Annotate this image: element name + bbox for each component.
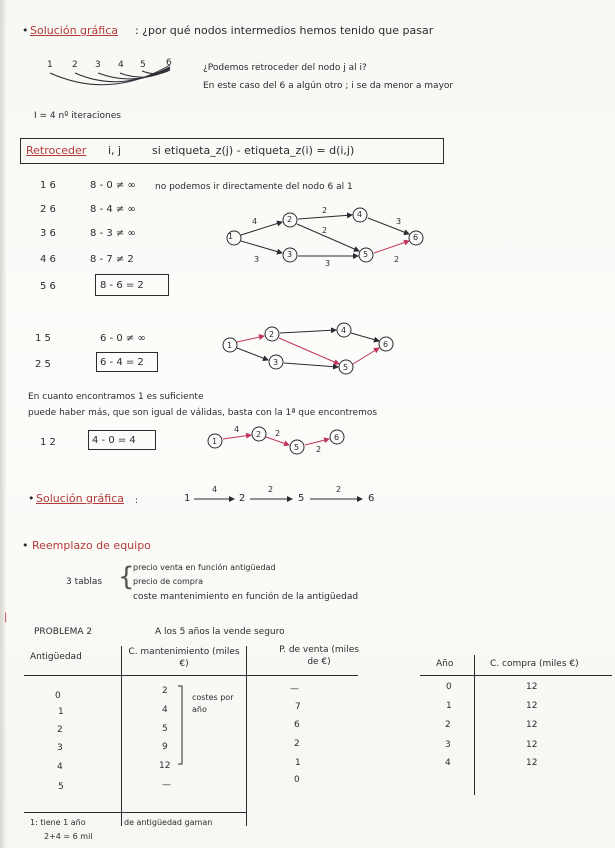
bullet: • <box>22 539 29 552</box>
check-pair: 2 6 <box>40 204 56 215</box>
graph1-weight: 3 <box>325 259 331 268</box>
table1-header: Antigüedad <box>30 652 82 662</box>
check-note: no podemos ir directamente del nodo 6 al 1 <box>155 182 353 192</box>
mantenimiento-cell: 2 <box>162 686 168 696</box>
table1-foot-left: 1: tiene 1 año <box>30 818 86 827</box>
check-expr-result: 4 - 0 = 4 <box>92 435 136 446</box>
antiguedad-cell: 2 <box>57 725 63 735</box>
ano-cell: 0 <box>446 682 452 692</box>
top-node: 2 <box>72 60 78 70</box>
note-1: En cuanto encontramos 1 es suficiente <box>28 392 204 402</box>
colon: : <box>135 496 139 506</box>
mantenimiento-cell: 12 <box>159 761 171 771</box>
retroceso-rule: si etiqueta_z(j) - etiqueta_z(i) = d(i,j) <box>152 144 355 157</box>
path-node: 6 <box>368 493 375 504</box>
table1-foot-right: de antigüedad gaman <box>124 818 213 827</box>
compra-cell: 12 <box>526 720 538 730</box>
check-pair: 1 5 <box>35 333 51 344</box>
reemplazo-item: coste mantenimiento en función de la antigüedad <box>133 592 359 602</box>
top-node: 6 <box>166 58 172 68</box>
path-weight: 2 <box>268 485 274 494</box>
brace: { <box>118 562 135 592</box>
graph1-weight: 4 <box>252 217 258 226</box>
question-2: En este caso del 6 a algún otro ; i se da menor a mayor <box>203 81 454 91</box>
check-pair: 5 6 <box>40 281 56 292</box>
table1-foot-left2: 2+4 = 6 mil <box>44 832 93 841</box>
costes-bracket <box>176 684 186 766</box>
page-edge <box>0 0 6 848</box>
table2-vline <box>474 655 475 795</box>
costes-note: costes por año <box>192 693 234 714</box>
ano-cell: 3 <box>445 740 451 750</box>
graph1-node: 5 <box>363 250 369 259</box>
path-node: 1 <box>184 493 191 504</box>
antiguedad-cell: 0 <box>55 691 61 701</box>
graph1-node: 2 <box>287 215 293 224</box>
graph2-node: 1 <box>227 341 233 350</box>
top-node: 1 <box>47 60 53 70</box>
graph1-weight: 3 <box>254 255 260 264</box>
graph2-node: 5 <box>343 363 349 372</box>
graph3-weight: 2 <box>275 429 281 438</box>
graph1-weight: 2 <box>322 206 328 215</box>
solucion2-label: Solución gráfica <box>36 492 125 505</box>
problema-title: PROBLEMA 2 <box>34 627 93 637</box>
antiguedad-cell: 3 <box>57 743 63 753</box>
graph2-node: 2 <box>269 330 275 339</box>
top-node: 3 <box>95 60 101 70</box>
venta-cell: 0 <box>294 775 300 785</box>
check-expr: 8 - 4 ≠ ∞ <box>90 204 136 215</box>
bullet: • <box>28 492 35 505</box>
antiguedad-cell: 1 <box>58 707 64 717</box>
check-pair: 1 6 <box>40 180 56 191</box>
table1-vline <box>246 646 247 826</box>
compra-cell: 12 <box>526 758 538 768</box>
check-pair: 3 6 <box>40 228 56 239</box>
check-expr: 6 - 0 ≠ ∞ <box>100 333 146 344</box>
top-node: 5 <box>140 60 146 70</box>
check-expr: 8 - 3 ≠ ∞ <box>90 228 136 239</box>
graph-2 <box>220 320 400 380</box>
iterations-note: I = 4 nº iteraciones <box>34 111 121 121</box>
mantenimiento-cell: 4 <box>162 705 168 715</box>
retroceso-label: Retroceder <box>26 144 87 157</box>
check-expr: 8 - 7 ≠ 2 <box>90 254 134 265</box>
note-2: puede haber más, que son igual de válidas, basta con la 1ª que encontremos <box>28 408 378 418</box>
graph1-weight: 2 <box>394 255 400 264</box>
table2-rule <box>420 675 612 676</box>
compra-cell: 12 <box>526 740 538 750</box>
mantenimiento-cell: 5 <box>162 724 168 734</box>
table2-header: C. compra (miles €) <box>490 659 579 669</box>
compra-cell: 12 <box>526 682 538 692</box>
graph2-node: 4 <box>341 326 347 335</box>
mantenimiento-cell: — <box>162 780 171 790</box>
margin-mark: | <box>4 612 8 623</box>
ano-cell: 4 <box>445 758 451 768</box>
top-node: 4 <box>118 60 124 70</box>
antiguedad-cell: 4 <box>57 762 63 772</box>
venta-cell: 6 <box>294 720 300 730</box>
table1-header: P. de venta (miles de €) <box>279 645 359 667</box>
check-pair: 4 6 <box>40 254 56 265</box>
heading-solucion-rest: : ¿por qué nodos intermedios hemos tenido que pasar <box>135 24 434 37</box>
graph1-weight: 3 <box>396 217 402 226</box>
graph3-node: 5 <box>294 443 300 452</box>
table1-bottom <box>24 812 246 813</box>
path-weight: 4 <box>212 485 218 494</box>
graph3-weight: 4 <box>234 425 240 434</box>
table2-header: Año <box>436 659 454 669</box>
graph3-weight: 2 <box>316 445 322 454</box>
venta-cell: 2 <box>294 739 300 749</box>
check-pair: 1 2 <box>40 437 56 448</box>
graph2-node: 3 <box>273 358 279 367</box>
graph1-node: 3 <box>287 250 293 259</box>
graph2-node: 6 <box>383 340 389 349</box>
graph1-node: 4 <box>357 210 363 219</box>
table1-vline <box>121 646 122 826</box>
venta-cell: 1 <box>295 758 301 768</box>
graph3-node: 6 <box>334 433 340 442</box>
heading-solucion: Solución gráfica <box>30 24 119 37</box>
reemplazo-lead: 3 tablas <box>66 577 103 587</box>
mantenimiento-cell: 9 <box>162 742 168 752</box>
graph1-node: 6 <box>413 233 419 242</box>
retroceso-vars: i, j <box>108 144 122 157</box>
question-1: ¿Podemos retroceder del nodo j al i? <box>203 63 367 73</box>
path-weight: 2 <box>336 485 342 494</box>
check-expr: 8 - 0 ≠ ∞ <box>90 180 136 191</box>
check-expr-result: 6 - 4 = 2 <box>100 357 144 368</box>
ano-cell: 1 <box>446 701 452 711</box>
ano-cell: 2 <box>445 720 451 730</box>
reemplazo-title: Reemplazo de equipo <box>32 539 151 552</box>
graph1-node: 1 <box>228 232 234 241</box>
venta-cell: 7 <box>295 702 301 712</box>
bullet: • <box>22 24 29 37</box>
check-pair: 2 5 <box>35 359 51 370</box>
reemplazo-item: precio de compra <box>133 577 204 586</box>
table1-header: C. mantenimiento (miles €) <box>128 647 240 669</box>
problema-desc: A los 5 años la vende seguro <box>155 627 285 637</box>
path-node: 5 <box>298 493 305 504</box>
path-node: 2 <box>239 493 246 504</box>
reemplazo-item: precio venta en función antigüedad <box>133 563 276 572</box>
graph1-weight: 2 <box>322 226 328 235</box>
graph3-node: 1 <box>212 437 218 446</box>
check-expr-result: 8 - 6 = 2 <box>100 280 144 291</box>
table1-rule <box>24 675 358 676</box>
antiguedad-cell: 5 <box>58 782 64 792</box>
compra-cell: 12 <box>526 701 538 711</box>
graph3-node: 2 <box>256 430 262 439</box>
venta-cell: — <box>290 684 299 694</box>
